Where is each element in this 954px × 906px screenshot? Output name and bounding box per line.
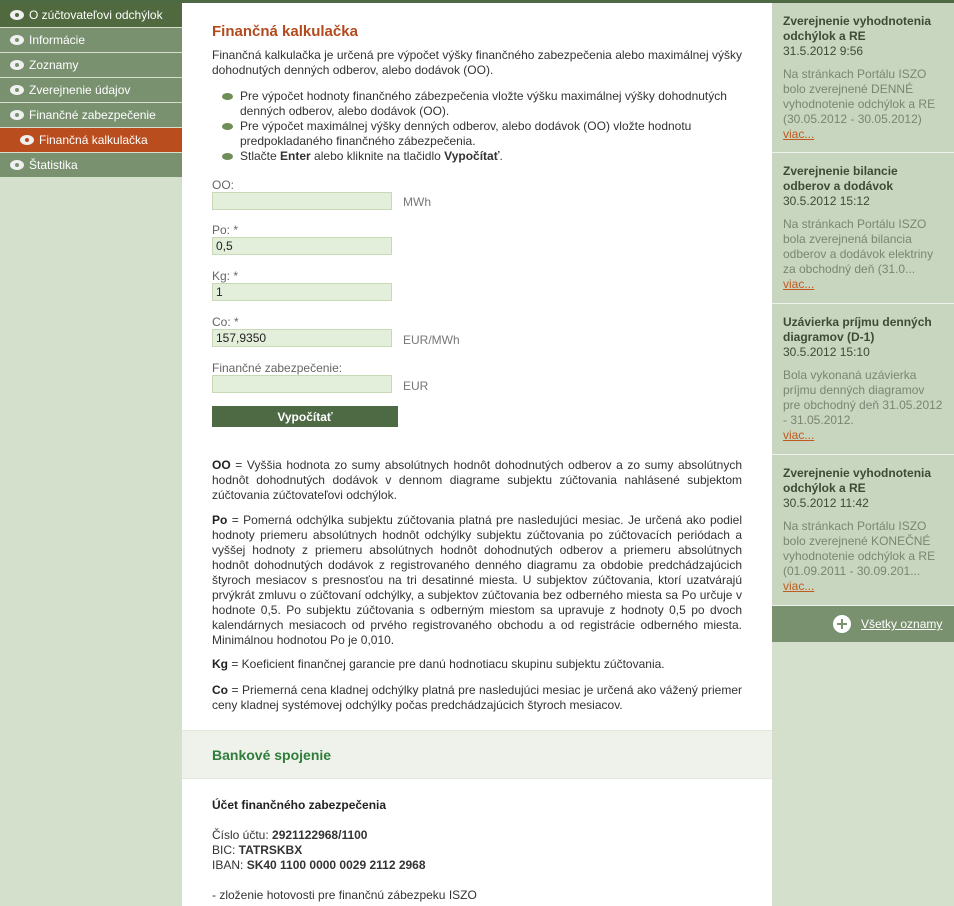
eye-icon — [10, 35, 24, 45]
news-date: 30.5.2012 15:12 — [783, 194, 870, 208]
news-date: 31.5.2012 9:56 — [783, 44, 864, 58]
co-input[interactable] — [212, 329, 392, 347]
oo-input[interactable] — [212, 192, 392, 210]
news-item — [772, 3, 954, 153]
co-unit: EUR/MWh — [403, 333, 460, 347]
definition-term: Kg — [212, 657, 228, 671]
instruction-text: Stlačte — [240, 149, 281, 163]
news-text: Bola vykonaná uzávierka príjmu denných diagramov pre obchodný deň 31.05.2012 - 31.05.2012. — [783, 368, 943, 427]
button-reference: Vypočítať — [444, 149, 500, 163]
bic-value: TATRSKBX — [238, 843, 303, 857]
sidebar-item-zoznamy[interactable] — [0, 53, 182, 77]
definition-term: Co — [212, 683, 228, 697]
definition-text: = Vyššia hodnota zo sumy absolútnych hodnôt dohodnutých odberov a zo sumy absolútnych hodnôt dohodnutých dodávok v dennom diagrame subjektu zúčtovania nahlásené subjektom zúčtovania zúčtovateľovi odchýlok. — [212, 458, 742, 502]
sidebar-item-label: O zúčtovateľovi odchýlok — [29, 8, 163, 22]
definition-term: Po — [212, 513, 228, 527]
definition-kg — [212, 657, 742, 672]
news-more-link[interactable]: viac... — [783, 277, 815, 291]
definition-po — [212, 513, 742, 648]
eye-icon — [10, 60, 24, 70]
list-item: Pre výpočet hodnoty finančného zábezpečenia vložte výšku maximálnej výšky dohodnutých denných odberov, alebo dodávok (OO). — [222, 89, 742, 119]
bic-label: BIC: — [212, 843, 239, 857]
news-item — [772, 304, 954, 455]
sidebar-item-label: Zverejnenie údajov — [29, 83, 131, 97]
iban-value: SK40 1100 0000 0029 2112 2968 — [246, 858, 426, 872]
definition-oo — [212, 458, 742, 503]
plus-icon — [833, 615, 851, 633]
definition-term: OO — [212, 458, 231, 472]
kg-input[interactable] — [212, 283, 392, 301]
account-value: 2921122968/1100 — [272, 828, 368, 842]
news-title: Zverejnenie bilancie odberov a dodávok — [783, 164, 898, 193]
news-date: 30.5.2012 11:42 — [783, 496, 869, 510]
iban — [212, 858, 426, 873]
sidebar-item-label: Zoznamy — [29, 58, 79, 72]
iban-label: IBAN: — [212, 858, 247, 872]
list-item — [222, 149, 742, 164]
sidebar-nav — [0, 3, 182, 906]
eye-icon — [10, 160, 24, 170]
enter-key-label: Enter — [280, 149, 311, 163]
news-title: Uzávierka príjmu denných diagramov (D-1) — [783, 315, 932, 344]
news-more-link[interactable]: viac... — [783, 127, 815, 141]
oo-unit: MWh — [403, 195, 431, 209]
definition-text: = Pomerná odchýlka subjektu zúčtovania platná pre nasledujúci mesiac. Je určená ako podiel hodnoty priemeru absolútnych hodnôt odchýlky subjektu zúčtovania po zúčtovacích periódach a vyššej hodnoty z priemeru absolútnych hodnôt dohodnutých odberov a priemeru absolútnych hodnôt dohodnutých dodávok z registrovaného denného diagramu za obdobie predchádzajúcich štyroch mesiacov s presnosťou na tri desatinné miesta. U subjektov zúčtovania, ktorí uzatvárajú prvýkrát zmluvu o zúčtovaní odchýlky, a subjektov zúčtovania bez odberného miesta sa Po určuje v hodnote 0,5. Po subjektu zúčtovania s odberným miestom sa upravuje z hodnoty 0,5 po dvoch kalendárnych mesiacoch od prvého registrovaného obchodu a od registrácie odberného miesta. Minimálnou hodnotou Po je 0,010. — [212, 513, 742, 647]
sidebar-item-zuctovatel[interactable] — [0, 3, 182, 27]
main-content — [182, 3, 772, 906]
sidebar-item-statistika[interactable] — [0, 153, 182, 177]
calculate-button[interactable]: Vypočítať — [212, 406, 398, 427]
news-more-link[interactable]: viac... — [783, 579, 815, 593]
account-title: Účet finančného zabezpečenia — [212, 798, 387, 812]
bank-note: - zloženie hotovosti pre finančnú zábezpeku ISZO — [212, 888, 477, 902]
bank-title: Bankové spojenie — [212, 747, 332, 763]
sidebar-item-financna-kalkulacka[interactable] — [0, 128, 182, 152]
all-announcements-link[interactable] — [772, 606, 954, 642]
kg-label: Kg: * — [212, 269, 239, 283]
news-title: Zverejnenie vyhodnotenia odchýlok a RE — [783, 14, 932, 43]
co-label: Co: * — [212, 315, 239, 329]
intro-text: Finančná kalkulačka je určená pre výpočet výšky finančného zabezpečenia alebo maximálnej výšky dohodnutých denných odberov, alebo dodávok (OO). — [212, 48, 742, 77]
news-more-link[interactable]: viac... — [783, 428, 815, 442]
sidebar-item-label: Finančné zabezpečenie — [29, 108, 156, 122]
sidebar-item-label: Informácie — [29, 33, 86, 47]
definition-text: = Priemerná cena kladnej odchýlky platná pre nasledujúci mesiac je určená ako vážený priemer ceny kladnej systémovej odchýlky počas predchádzajúcich štyroch mesiacov. — [212, 683, 742, 712]
account-label: Číslo účtu: — [212, 828, 273, 842]
eye-icon — [10, 85, 24, 95]
account-number — [212, 828, 367, 843]
po-label: Po: * — [212, 223, 239, 237]
po-input[interactable] — [212, 237, 392, 255]
fz-unit: EUR — [403, 379, 429, 393]
eye-icon — [20, 135, 34, 145]
sidebar-item-label: Finančná kalkulačka — [39, 133, 148, 147]
news-column — [772, 3, 954, 906]
fz-input[interactable] — [212, 375, 392, 393]
all-announcements-label: Všetky oznamy — [861, 617, 943, 631]
sidebar-item-zverejnenie[interactable] — [0, 78, 182, 102]
news-item — [772, 153, 954, 304]
fz-label: Finančné zabezpečenie: — [212, 361, 343, 375]
oo-label: OO: — [212, 178, 235, 192]
list-item: Pre výpočet maximálnej výšky denných odberov, alebo dodávok (OO) vložte hodnotu predpokladaného finančného zábezpečenia. — [222, 119, 742, 149]
definition-co — [212, 683, 742, 713]
sidebar-item-informacie[interactable] — [0, 28, 182, 52]
eye-icon — [10, 110, 24, 120]
page-title: Finančná kalkulačka — [212, 23, 358, 40]
instruction-text: alebo kliknite na tlačidlo — [310, 149, 445, 163]
news-title: Zverejnenie vyhodnotenia odchýlok a RE — [783, 466, 932, 495]
sidebar-item-financne-zabezpecenie[interactable] — [0, 103, 182, 127]
news-text: Na stránkach Portálu ISZO bolo zverejnené DENNÉ vyhodnotenie odchýlok a RE (30.05.2012 - 30.05.2012) — [783, 67, 936, 126]
instructions-list — [222, 89, 742, 164]
news-date: 30.5.2012 15:10 — [783, 345, 870, 359]
definition-text: = Koeficient finančnej garancie pre danú hodnotiacu skupinu subjektu zúčtovania. — [228, 657, 665, 671]
news-text: Na stránkach Portálu ISZO bola zverejnená bilancia odberov a dodávok elektriny za obchodný deň (31.0... — [783, 217, 934, 276]
instruction-text: . — [499, 149, 503, 163]
sidebar-item-label: Štatistika — [29, 158, 78, 172]
eye-icon — [10, 10, 24, 20]
news-item — [772, 455, 954, 606]
news-text: Na stránkach Portálu ISZO bolo zverejnené KONEČNÉ vyhodnotenie odchýlok a RE (01.09.2011 - 30.09.201... — [783, 519, 936, 578]
bic — [212, 843, 302, 858]
